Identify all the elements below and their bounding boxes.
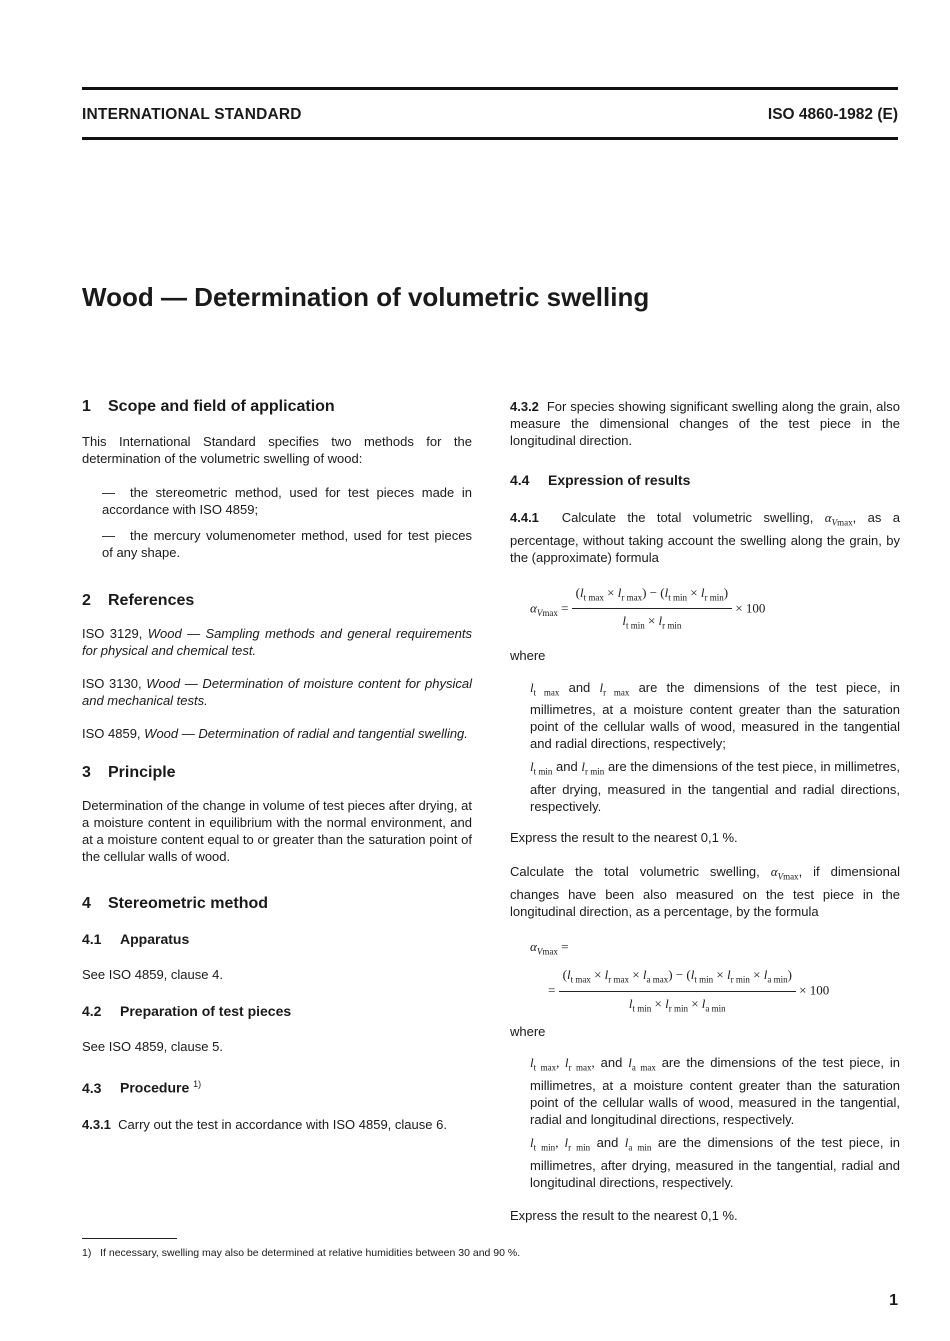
definition-2b: $l_{t min}$, $l_{r min}$ and $l_{a min}$ are the dimensions of the test piece, in millimetres, after drying, measured in the tangential, radial and longitudinal directions, respectively.	[530, 1134, 901, 1190]
where-label-1: where	[510, 647, 546, 663]
section-4-4-heading: 4.4 Expression of results	[510, 472, 691, 488]
definition-1a: $l_{t max}$ and $l_{r max}$ are the dimensions of the test piece, in millimetres, at a moisture content greater than the saturation point of the cellular walls of wood, measured in the tangential and radial directions, respectively;	[530, 679, 900, 752]
reference-1: ISO 3129, Wood — Sampling methods and general requirements for physical and chemical test.	[82, 626, 472, 658]
reference-3: ISO 4859, Wood — Determination of radial and tangential swelling.	[82, 726, 468, 741]
right-column	[510, 398, 900, 1224]
section-3-body: Determination of the change in volume of test pieces after drying, at a moisture content in equilibrium with the normal environment, and at a moisture content equal to or greater than the saturation point of the cellular walls of wood.	[82, 798, 472, 864]
formula-2: $\alpha_{Vmax}$ =	[530, 938, 569, 957]
section-4-1-body: See ISO 4859, clause 4.	[82, 967, 223, 982]
page-title: Wood — Determination of volumetric swelling	[82, 282, 650, 312]
section-1-intro: This International Standard specifies two methods for the determination of the volumetric swelling of wood:	[82, 434, 472, 466]
left-column	[82, 398, 472, 1133]
section-4-3-2-body: 4.3.2 For species showing significant swelling along the grain, also measure the dimensional changes of the test piece in the longitudinal direction.	[510, 399, 900, 448]
header-top-rule	[82, 87, 898, 90]
footnote: 1) If necessary, swelling may also be determined at relative humidities between 30 and 90 %.	[82, 1247, 521, 1259]
reference-2: ISO 3130, Wood — Determination of moisture content for physical and mechanical tests.	[82, 676, 472, 708]
express-result-1: Express the result to the nearest 0,1 %.	[510, 829, 738, 845]
header-bottom-rule	[82, 137, 898, 140]
section-1-heading: 1 Scope and field of application	[82, 398, 335, 415]
where-label-2: where	[510, 1024, 546, 1040]
document-type: INTERNATIONAL STANDARD	[82, 106, 302, 123]
section-2-heading: 2 References	[82, 592, 195, 609]
footnote-marker: 1)	[193, 1079, 202, 1089]
section-4-3-1-body: 4.3.1 Carry out the test in accordance with ISO 4859, clause 6.	[82, 1116, 447, 1132]
formula-1: $\alpha_{Vmax}$ = $\frac{(l_{t max} \times l_{r max}) - (l_{t min} \times l_{r min})}{l_{t min} \times l_{r min}}$ × 100	[530, 584, 766, 631]
section-4-3-heading: 4.3 Procedure $^{1)}$	[82, 1079, 202, 1096]
calculate-paragraph-2: Calculate the total volumetric swelling, $\alpha_{Vmax}$, if dimensional changes have been also measured on the test piece in the longitudinal direction, as a percentage, by the formula	[510, 863, 900, 919]
section-3-heading: 3 Principle	[82, 764, 176, 781]
definition-1b: $l_{t min}$ and $l_{r min}$ are the dimensions of the test piece, in millimetres, after drying, measured in the tangential and radial directions, respectively.	[530, 759, 900, 814]
express-result-2: Express the result to the nearest 0,1 %.	[510, 1207, 738, 1223]
section-4-1-heading: 4.1 Apparatus	[82, 931, 190, 947]
page-number: 1	[889, 1292, 898, 1309]
section-4-2-heading: 4.2 Preparation of test pieces	[82, 1003, 292, 1019]
section-4-4-1-body: 4.4.1 Calculate the total volumetric swelling, $\alpha_{Vmax}$, as a percentage, without taking account the swelling along the grain, by the (approximate) formula	[510, 510, 900, 565]
scope-item-2: — the mercury volumenometer method, used for test pieces of any shape.	[102, 528, 472, 560]
section-4-2-body: See ISO 4859, clause 5.	[82, 1039, 223, 1054]
definition-2a: $l_{t max}$, $l_{r max}$, and $l_{a max}$ are the dimensions of the test piece, in millimetres, at a moisture content greater than the saturation point of the cellular walls of wood, measured in the tangential, radial and longitudinal directions, respectively.	[530, 1055, 901, 1127]
footnote-rule	[82, 1238, 177, 1239]
scope-item-1: — the stereometric method, used for test pieces made in accordance with ISO 4859;	[102, 485, 472, 517]
formula-2-fraction: = $\frac{(l_{t max} \times l_{r max} \times l_{a max}) - (l_{t min} \times l_{r min} \times l_{a min})}{l_{t min} \times l_{r min} \times l_{a min}}$ × 100	[548, 967, 830, 1014]
section-4-heading: 4 Stereometric method	[82, 895, 269, 912]
standard-number: ISO 4860-1982 (E)	[767, 106, 898, 123]
